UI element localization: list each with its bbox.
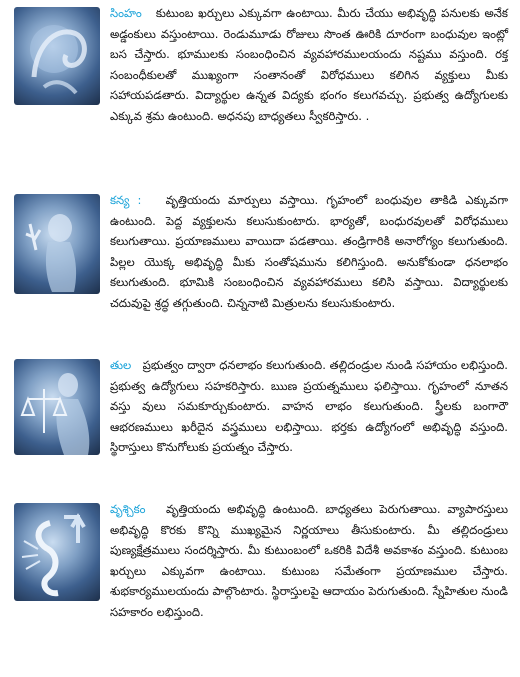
horoscope-text: కుటుంబ ఖర్చులు ఎక్కువగా ఉంటాయి. మీరు చేయు అభివృద్ధి పనులకు అనేక అడ్డంకులు వస్తుంటాయి. రెండుమూడు రోజులు సొంత ఊరికి దూరంగా బంధువుల ఇంట్లో బస చేస్తారు. భూములకు సంబంధించిన వ్యవహారములయందు నష్టము వస్తుంది. రక్త సంబంధీకులతో ముఖ్యంగా సంతానంతో విరోధములు కలిగిన వ్యక్తులు మీకు సహాయపడతారు. విద్యార్థుల ఉన్నత విద్యకు భంగం కలుగవచ్చు. ప్రభుత్వ ఉద్యోగులకు ఎక్కువ శ్రమ ఉంటుంది. అధనపు బాధ్యతలు స్వీకరిస్తారు. . [110, 6, 508, 123]
virgo-zodiac-icon [14, 194, 100, 294]
horoscope-text: వృత్తియందు మార్పులు వస్తాయి. గృహంలో బంధువుల తాకిడి ఎక్కువగా ఉంటుంది. పెద్ద వ్యక్తులను కలుసుకుంటారు. భార్యతో, బంధురవులతో విరోధములు కలుగుతాయి. ప్రయాణములు వాయిదా పడతాయి. తండ్రిగారికి అనారోగ్యం కలుగుతుంది. పిల్లల యొక్క అభివృద్ధి మీకు సంతోషమును కలిగిస్తుంది. అనుకోకుండా ధనలాభం కలుగుతుంది. భూమికి సంబంధించిన వ్యవహారములు కలిసి వస్తాయి. విద్యార్థులకు చదువుపై శ్రద్ధ తగ్గుతుంది. చిన్ననాటి మిత్రులను కలుసుకుంటారు. [110, 193, 509, 310]
sign-name: సింహం [110, 6, 142, 20]
horoscope-scorpio [14, 499, 508, 622]
libra-zodiac-icon [14, 359, 100, 455]
horoscope-virgo [14, 190, 508, 313]
sign-name: వృశ్చికం [110, 502, 146, 516]
horoscope-text: వృత్తియందు అభివృద్ధి ఉంటుంది. బాధ్యతలు పెరుగుతాయి. వ్యాపారస్తులు అభివృద్ధి కొరకు కొన్ని ముఖ్యమైన నిర్ణయాలు తీసుకుంటారు. మీ తల్లిదండ్రులు పుణ్యక్షేత్రములు సందర్శిస్తారు. మీ కుటుంబంలో ఒకరికి విదేశీ అవకాశం వస్తుంది. కుటుంబ ఖర్చులు ఎక్కువగా ఉంటాయి. కుటుంబ సమేతంగా ప్రయాణముల చేస్తారు. శుభకార్యములయందు పాల్గొంటారు. స్థిరాస్తులపై ఆదాయం పెరుగుతుంది. స్నేహితుల నుండి సహకారం లభిస్తుంది. [110, 502, 508, 619]
leo-zodiac-icon [14, 7, 100, 105]
scorpio-zodiac-icon [14, 503, 100, 601]
sign-name: తుల [110, 358, 132, 372]
horoscope-text: ప్రభుత్వం ద్వారా ధనలాభం కలుగుతుంది. తల్లిదండ్రుల నుండి సహాయం లభిస్తుంది. ప్రభుత్వ ఉద్యోగులు సహకరిస్తారు. ఋణ ప్రయత్నములు ఫలిస్తాయి. గృహంలో నూతన వస్తు వులు సమకూర్చుకుంటారు. వాహన లాభం కలుగుతుంది. స్త్రీలకు బంగారౌ ఆభరణములు ఖరీదైన వస్త్రములు లభిస్తాయి. భర్తకు ఉద్యోగంలో అభివృద్ధి వస్తుంది. స్థిరాస్తులు కొనుగోలుకు ప్రయత్నం చేస్తారు. [110, 358, 508, 454]
horoscope-libra [14, 355, 508, 459]
horoscope-leo [14, 3, 508, 126]
sign-name: కన్య : [110, 193, 142, 207]
